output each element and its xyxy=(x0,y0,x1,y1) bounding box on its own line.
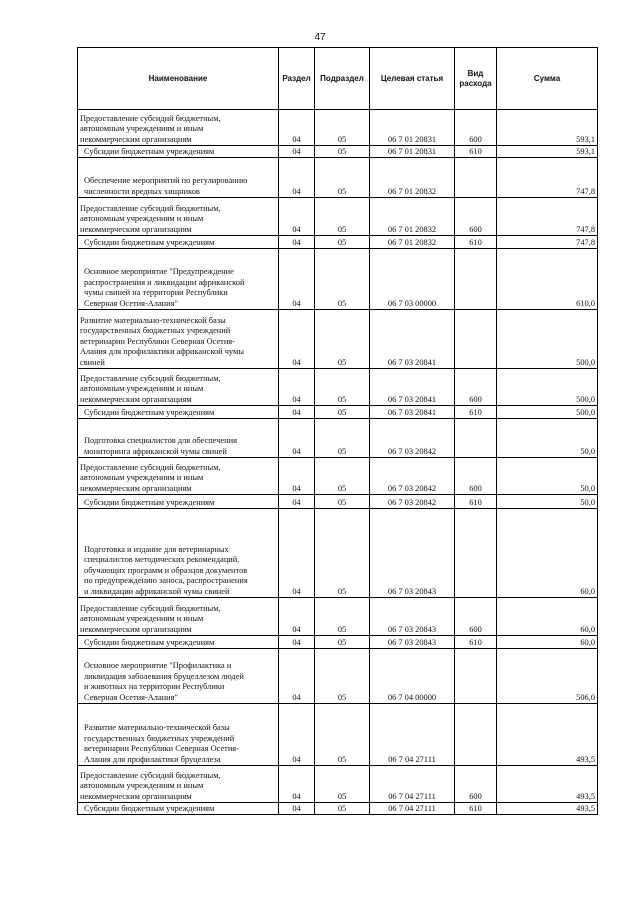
row-name-line: ветеринарии Республики Северная Осетия- xyxy=(80,336,235,346)
row-sum: 610,0 xyxy=(497,249,598,310)
table-body xyxy=(78,110,598,815)
row-name xyxy=(78,649,279,704)
table-row xyxy=(78,766,598,803)
row-subsection: 05 xyxy=(315,158,370,198)
table-row xyxy=(78,198,598,236)
table-row xyxy=(78,406,598,419)
row-sum: 593,1 xyxy=(497,110,598,146)
row-name-line: некоммерческим организациям xyxy=(80,224,192,234)
row-target-article: 06 7 04 27111 xyxy=(370,803,455,815)
row-name-line: Предоставление субсидий бюджетным, xyxy=(80,603,221,613)
header-subsection: Подраздел xyxy=(315,48,370,110)
row-name-line: автономным учреждениям и иным xyxy=(80,614,204,623)
row-name-line: Развитие материально-технической базы xyxy=(80,315,226,325)
row-name xyxy=(78,110,279,146)
row-name xyxy=(78,636,279,649)
row-name-line: Подготовка и издание для ветеринарных xyxy=(84,544,229,554)
row-expense-kind xyxy=(455,419,497,458)
row-sum: 60,0 xyxy=(497,636,598,649)
row-section: 04 xyxy=(279,158,315,198)
budget-table xyxy=(77,47,598,815)
row-subsection: 05 xyxy=(315,458,370,495)
row-sum: 506,0 xyxy=(497,649,598,704)
row-target-article: 06 7 04 27111 xyxy=(370,766,455,803)
row-subsection: 05 xyxy=(315,310,370,369)
row-name-line: Алания для профилактики африканской чумы xyxy=(80,347,244,356)
row-target-article: 06 7 01 20832 xyxy=(370,236,455,249)
row-name-line: ветеринарии Республики Северная Осетия- xyxy=(84,744,239,753)
row-subsection: 05 xyxy=(315,766,370,803)
row-section: 04 xyxy=(279,803,315,815)
row-target-article: 06 7 03 20843 xyxy=(370,636,455,649)
row-section: 04 xyxy=(279,146,315,158)
row-subsection: 05 xyxy=(315,249,370,310)
row-name xyxy=(78,249,279,310)
table-row xyxy=(78,110,598,146)
row-sum: 593,1 xyxy=(497,146,598,158)
row-name-line: Развитие материально-технической базы xyxy=(84,723,230,732)
table-row xyxy=(78,495,598,509)
row-section: 04 xyxy=(279,419,315,458)
row-section: 04 xyxy=(279,649,315,704)
row-name-line: Субсидии бюджетным учреждениям xyxy=(84,497,215,507)
table-row xyxy=(78,509,598,598)
row-section: 04 xyxy=(279,636,315,649)
row-target-article: 06 7 04 27111 xyxy=(370,704,455,766)
row-expense-kind xyxy=(455,649,497,704)
row-subsection: 05 xyxy=(315,704,370,766)
row-name xyxy=(78,158,279,198)
row-name xyxy=(78,236,279,249)
row-name-line: чумы свиней на территории Республики xyxy=(84,288,228,297)
row-subsection: 05 xyxy=(315,649,370,704)
table-row xyxy=(78,249,598,310)
row-name-line: автономным учреждениям и иным xyxy=(80,214,204,223)
table-row xyxy=(78,310,598,369)
row-name xyxy=(78,146,279,158)
row-name-line: Предоставление субсидий бюджетным, xyxy=(80,770,221,780)
row-name-line: мониторинга африканской чумы свиней xyxy=(84,446,227,456)
row-section: 04 xyxy=(279,458,315,495)
row-name-line: Предоставление субсидий бюджетным, xyxy=(80,462,221,472)
row-name-line: и ликвидации африканской чумы свиней xyxy=(84,586,230,596)
table-row xyxy=(78,458,598,495)
row-name xyxy=(78,198,279,236)
row-sum: 500,0 xyxy=(497,310,598,369)
row-name xyxy=(78,509,279,598)
row-section: 04 xyxy=(279,369,315,406)
row-target-article: 06 7 03 20843 xyxy=(370,509,455,598)
row-expense-kind: 610 xyxy=(455,236,497,249)
row-sum: 747,8 xyxy=(497,198,598,236)
row-section: 04 xyxy=(279,406,315,419)
row-expense-kind: 600 xyxy=(455,110,497,146)
table-row xyxy=(78,704,598,766)
row-section: 04 xyxy=(279,598,315,636)
table-row xyxy=(78,419,598,458)
table-row xyxy=(78,803,598,815)
row-name-line: ликвидация заболевания бруцеллезом людей xyxy=(84,671,244,681)
row-name xyxy=(78,766,279,803)
row-name-line: численности вредных хищников xyxy=(84,186,200,196)
row-target-article: 06 7 03 20841 xyxy=(370,369,455,406)
row-name xyxy=(78,419,279,458)
row-target-article: 06 7 01 20832 xyxy=(370,198,455,236)
row-subsection: 05 xyxy=(315,419,370,458)
row-name xyxy=(78,803,279,815)
row-sum: 493,5 xyxy=(497,704,598,766)
row-target-article: 06 7 03 20842 xyxy=(370,495,455,509)
row-name xyxy=(78,369,279,406)
row-name-line: некоммерческим организациям xyxy=(80,394,192,404)
row-name-line: Подготовка специалистов для обеспечения xyxy=(84,436,237,445)
row-name-line: Субсидии бюджетным учреждениям xyxy=(84,803,215,813)
row-name-line: Предоставление субсидий бюджетным, xyxy=(80,113,221,123)
row-subsection: 05 xyxy=(315,198,370,236)
row-target-article: 06 7 03 20843 xyxy=(370,598,455,636)
row-sum: 493,5 xyxy=(497,803,598,815)
row-sum: 50,0 xyxy=(497,419,598,458)
row-subsection: 05 xyxy=(315,803,370,815)
table-row xyxy=(78,598,598,636)
row-name xyxy=(78,310,279,369)
row-name-line: Субсидии бюджетным учреждениям xyxy=(84,637,215,647)
row-section: 04 xyxy=(279,495,315,509)
row-name-line: некоммерческим организациям xyxy=(80,624,192,634)
row-name xyxy=(78,458,279,495)
table-row xyxy=(78,649,598,704)
row-sum: 500,0 xyxy=(497,369,598,406)
row-expense-kind: 600 xyxy=(455,458,497,495)
row-subsection: 05 xyxy=(315,110,370,146)
row-expense-kind xyxy=(455,509,497,598)
row-name-line: государственных бюджетных учреждений xyxy=(80,326,231,335)
row-target-article: 06 7 03 20841 xyxy=(370,406,455,419)
row-name xyxy=(78,704,279,766)
row-name-line: свиней xyxy=(80,357,105,367)
row-subsection: 05 xyxy=(315,598,370,636)
row-name-line: автономным учреждениям и иным xyxy=(80,124,204,133)
row-sum: 60,0 xyxy=(497,509,598,598)
row-subsection: 05 xyxy=(315,146,370,158)
row-name-line: Северная Осетия-Алания" xyxy=(84,298,178,308)
row-target-article: 06 7 03 20842 xyxy=(370,458,455,495)
row-name-line: автономным учреждениям и иным xyxy=(80,384,204,393)
row-name-line: Алания для профилактики бруцеллеза xyxy=(84,754,221,764)
header-name: Наименование xyxy=(78,48,279,110)
row-name-line: распространения и ликвидации африканской xyxy=(84,277,245,287)
row-expense-kind: 610 xyxy=(455,495,497,509)
row-section: 04 xyxy=(279,704,315,766)
row-sum: 747,8 xyxy=(497,158,598,198)
row-name-line: обучающих программ и образцов документов xyxy=(84,565,248,575)
row-expense-kind xyxy=(455,249,497,310)
row-name-line: некоммерческим организациям xyxy=(80,791,192,801)
row-sum: 493,5 xyxy=(497,766,598,803)
row-name-line: и животных на территории Республики xyxy=(84,682,225,691)
row-name-line: Предоставление субсидий бюджетным, xyxy=(80,373,221,383)
row-subsection: 05 xyxy=(315,406,370,419)
row-name-line: государственных бюджетных учреждений xyxy=(84,733,235,743)
row-name-line: Основное мероприятие "Профилактика и xyxy=(84,661,232,670)
row-section: 04 xyxy=(279,509,315,598)
row-target-article: 06 7 01 20831 xyxy=(370,110,455,146)
row-expense-kind xyxy=(455,704,497,766)
header-expense-kind: Вид расхода xyxy=(455,48,497,110)
row-expense-kind: 610 xyxy=(455,636,497,649)
row-target-article: 06 7 04 00000 xyxy=(370,649,455,704)
row-name-line: Основное мероприятие "Предупреждение xyxy=(84,267,234,276)
row-sum: 60,0 xyxy=(497,598,598,636)
row-subsection: 05 xyxy=(315,495,370,509)
row-name-line: Обеспечение мероприятий по регулированию xyxy=(84,176,248,185)
row-expense-kind: 600 xyxy=(455,369,497,406)
row-sum: 50,0 xyxy=(497,458,598,495)
row-name-line: специалистов методических рекомендаций, xyxy=(84,555,240,564)
row-name-line: по предупреждению заноса, распространения xyxy=(84,576,248,585)
header-section: Раздел xyxy=(279,48,315,110)
row-expense-kind: 610 xyxy=(455,803,497,815)
row-section: 04 xyxy=(279,766,315,803)
row-target-article: 06 7 03 00000 xyxy=(370,249,455,310)
row-name-line: автономным учреждениям и иным xyxy=(80,473,204,482)
header-sum: Сумма xyxy=(497,48,598,110)
row-sum: 747,8 xyxy=(497,236,598,249)
row-name-line: Субсидии бюджетным учреждениям xyxy=(84,146,215,156)
row-sum: 500,0 xyxy=(497,406,598,419)
header-target-article: Целевая статья xyxy=(370,48,455,110)
row-section: 04 xyxy=(279,198,315,236)
row-expense-kind: 600 xyxy=(455,766,497,803)
row-name-line: Предоставление субсидий бюджетным, xyxy=(80,203,221,213)
row-name xyxy=(78,406,279,419)
row-section: 04 xyxy=(279,310,315,369)
row-section: 04 xyxy=(279,236,315,249)
table-header-row xyxy=(78,48,598,110)
table-row xyxy=(78,636,598,649)
row-name-line: автономным учреждениям и иным xyxy=(80,781,204,790)
row-target-article: 06 7 03 20842 xyxy=(370,419,455,458)
table-row xyxy=(78,236,598,249)
page-number: 47 xyxy=(314,32,326,43)
row-expense-kind xyxy=(455,310,497,369)
row-expense-kind: 610 xyxy=(455,406,497,419)
table-row xyxy=(78,369,598,406)
row-subsection: 05 xyxy=(315,636,370,649)
row-target-article: 06 7 01 20832 xyxy=(370,158,455,198)
row-name-line: Субсидии бюджетным учреждениям xyxy=(84,407,215,417)
row-name-line: Субсидии бюджетным учреждениям xyxy=(84,237,215,247)
row-expense-kind xyxy=(455,158,497,198)
row-target-article: 06 7 03 20841 xyxy=(370,310,455,369)
row-expense-kind: 610 xyxy=(455,146,497,158)
row-expense-kind: 600 xyxy=(455,198,497,236)
row-target-article: 06 7 01 20831 xyxy=(370,146,455,158)
row-section: 04 xyxy=(279,110,315,146)
row-subsection: 05 xyxy=(315,236,370,249)
table-row xyxy=(78,146,598,158)
row-name-line: некоммерческим организациям xyxy=(80,134,192,144)
row-name xyxy=(78,495,279,509)
row-subsection: 05 xyxy=(315,509,370,598)
row-section: 04 xyxy=(279,249,315,310)
row-name-line: некоммерческим организациям xyxy=(80,483,192,493)
row-sum: 50,0 xyxy=(497,495,598,509)
row-name xyxy=(78,598,279,636)
row-expense-kind: 600 xyxy=(455,598,497,636)
table-row xyxy=(78,158,598,198)
row-subsection: 05 xyxy=(315,369,370,406)
row-name-line: Северная Осетия-Алания" xyxy=(84,692,178,702)
